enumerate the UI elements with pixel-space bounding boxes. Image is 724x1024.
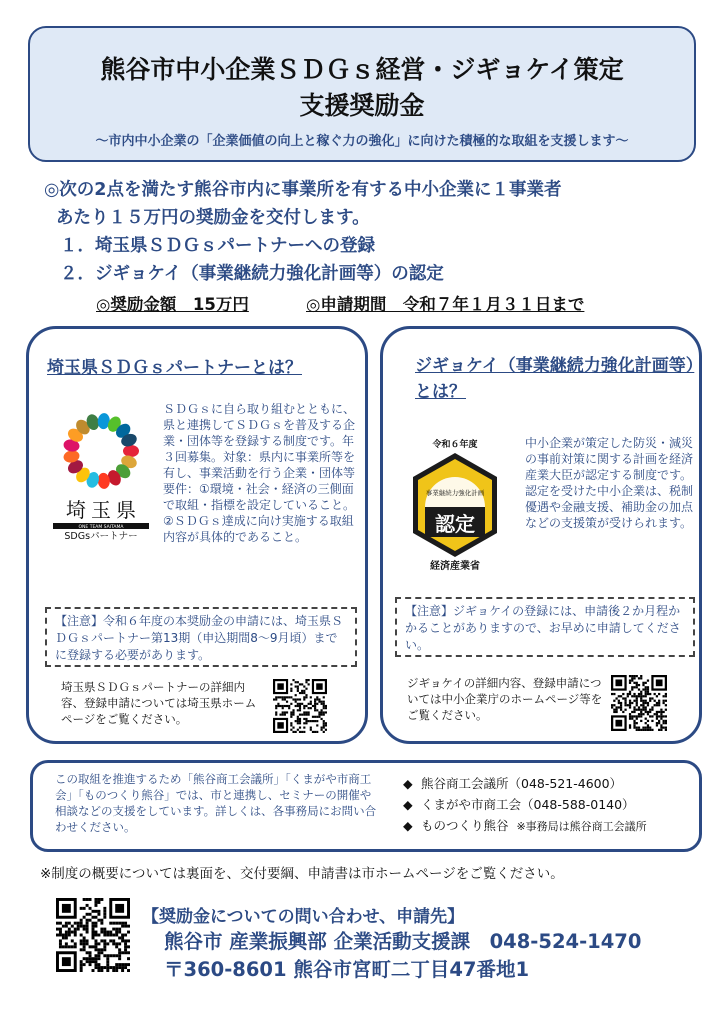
svg-text:経済産業省: 経済産業省 — [430, 561, 480, 571]
sdgs-more-info: 埼玉県ＳＤＧｓパートナーの詳細内容、登録申請については埼玉県ホームページをご覧ください。 — [61, 680, 257, 726]
diamond-bullet-icon: ◆ — [403, 776, 413, 791]
intro-line1: ◎次の2点を満たす熊谷市内に事業所を有する中小企業に１事業者 — [44, 180, 562, 200]
inquiry-address: 〒360-8601 熊谷市宮町二丁目47番地1 — [164, 958, 530, 981]
contact-list — [403, 773, 693, 837]
jigyokei-certification-badge — [399, 433, 511, 571]
requirement-item-1: １．埼玉県ＳＤＧｓパートナーへの登録 — [60, 236, 375, 256]
page-subtitle: ～市内中小企業の「企業価値の向上と稼ぐ力の強化」に向けた積極的な取組を支援します～ — [95, 134, 629, 149]
sdgs-wheel-icon — [49, 405, 153, 541]
contact-label: 熊谷商工会議所（048-521-4600） — [421, 776, 623, 791]
contact-item — [403, 773, 693, 794]
page-title-line2: 支援奨励金 — [299, 91, 425, 120]
diamond-bullet-icon: ◆ — [403, 797, 413, 812]
support-organizations-box — [30, 760, 702, 852]
jigyokei-more-info: ジギョケイの詳細内容、登録申請については中小企業庁のホームページ等をご覧ください。 — [407, 676, 603, 722]
svg-text:事業継続力強化計画: 事業継続力強化計画 — [425, 489, 485, 497]
sdgs-card-heading: 埼玉県ＳＤＧｓパートナーとは？ — [47, 358, 302, 378]
jigyokei-card-body: 中小企業が策定した防災・減災の事前対策に関する計画を経済産業大臣が認定する制度です。認定を受けた中小企業は、税制優遇や金融支援、補助金の加点などの支援策が受けられます。 — [525, 436, 694, 530]
sdgs-qr-code[interactable] — [273, 679, 327, 733]
requirement-item-2: ２．ジギョケイ（事業継続力強化計画等）の認定 — [60, 264, 444, 284]
jigyokei-card — [380, 326, 702, 744]
sdgs-partner-card — [26, 326, 368, 744]
page-title-line1: 熊谷市中小企業ＳＤＧｓ経営・ジギョケイ策定 — [100, 55, 624, 84]
application-period: ◎申請期間 令和７年１月３１日まで — [306, 295, 585, 314]
inquiry-qr-code[interactable] — [56, 898, 130, 972]
title-box — [28, 26, 696, 162]
contact-item — [403, 794, 693, 815]
support-description: この取組を推進するため「熊谷商工会議所」「くまがや市商工会」「ものつくり熊谷」では、市と連携し、セミナーの開催や相談などの支援をしています。詳しくは、各事務局にお問い合わせください。 — [55, 772, 377, 834]
svg-text:ONE TEAM SAITAMA: ONE TEAM SAITAMA — [78, 525, 124, 530]
svg-text:埼 玉 県: 埼 玉 県 — [66, 500, 136, 522]
jigyokei-card-heading: ジギョケイ（事業継続力強化計画等）とは？ — [415, 356, 695, 402]
sdgs-card-body: ＳＤＧｓに自ら取り組むとともに、県と連携してＳＤＧｓを普及する企業・団体等を登録する制度です。年３回募集。対象：県内に事業所等を有し、事業活動を行う企業・団体等 要件：①環境・社会・経済の三側面で取組・指標を設定していること。②ＳＤＧｓ達成に向け実施する取組内容が具体的であること。 — [163, 402, 368, 544]
contact-label: くまがや市商工会（048-588-0140） — [421, 797, 635, 812]
diamond-bullet-icon: ◆ — [403, 818, 413, 833]
inquiry-heading: 【奨励金についての問い合わせ、申請先】 — [142, 907, 465, 927]
svg-text:認定: 認定 — [435, 512, 475, 536]
sdgs-partner-logo — [49, 405, 153, 541]
contact-label: ものつくり熊谷 — [421, 818, 509, 833]
sdgs-notice: 【注意】令和６年度の本奨励金の申請には、埼玉県ＳＤＧｓパートナー第13期（申込期間8～9月頃）までに登録する必要があります。 — [45, 607, 357, 667]
certification-badge-icon — [399, 433, 511, 571]
contact-note: ※事務局は熊谷商工会議所 — [516, 820, 647, 833]
award-amount: ◎奨励金額 15万円 — [96, 295, 249, 314]
svg-text:令和６年度: 令和６年度 — [432, 440, 478, 450]
jigyokei-notice: 【注意】ジギョケイの登録には、申請後２か月程かかることがありますので、お早めに申請してください。 — [395, 597, 695, 657]
jigyokei-qr-code[interactable] — [611, 675, 667, 731]
svg-text:SDGsパートナー: SDGsパートナー — [64, 531, 138, 541]
contact-item — [403, 815, 693, 837]
intro-line2: あたり１５万円の奨励金を交付します。 — [56, 208, 370, 228]
inquiry-department: 熊谷市 産業振興部 企業活動支援課 048-524-1470 — [164, 930, 642, 953]
sdgs-petal — [123, 445, 139, 457]
footnote: ※制度の概要については裏面を、交付要綱、申請書は市ホームページをご覧ください。 — [40, 866, 564, 882]
